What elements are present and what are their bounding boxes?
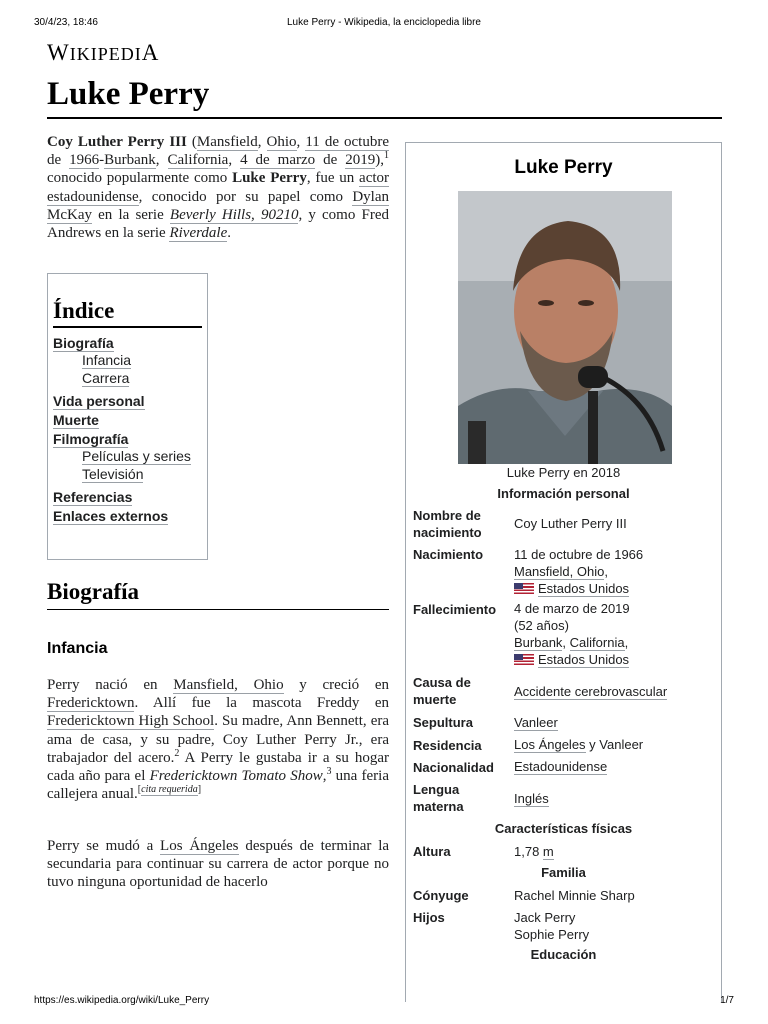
toc-label: Filmografía xyxy=(53,431,129,447)
lead-common-name: Luke Perry xyxy=(232,170,307,187)
text: de xyxy=(47,152,70,169)
text: . Allí fue la mascota Freddy en xyxy=(134,695,389,712)
link-california[interactable]: California xyxy=(167,152,229,169)
text: , xyxy=(322,768,327,785)
text: . Su madre, Ann Bennett, era ama de casa, y su padre, Coy Luther Perry Jr., era trabajador del acero. xyxy=(47,713,389,766)
label-fallecimiento: Fallecimiento xyxy=(413,602,497,617)
photo-caption: Luke Perry en 2018 xyxy=(506,465,621,480)
link-burbank[interactable]: Burbank xyxy=(514,635,563,650)
paragraph-infancia-1 xyxy=(47,676,389,803)
section-caracteristicas-fisicas: Características físicas xyxy=(494,821,633,836)
text: , conocido por su papel como xyxy=(138,188,353,205)
value-nacionalidad xyxy=(514,758,714,775)
toc-item-filmografia[interactable] xyxy=(53,431,202,447)
birth-place xyxy=(514,563,714,580)
link-beverly-hills[interactable]: Beverly Hills, 90210 xyxy=(169,206,299,223)
us-flag-icon xyxy=(514,583,534,594)
text: ), xyxy=(375,152,384,169)
link-dylan-mckay[interactable]: Dylan McKay xyxy=(47,188,389,223)
print-page-title: Luke Perry - Wikipedia, la enciclopedia libre xyxy=(287,17,481,28)
link-los-angeles[interactable]: Los Ángeles xyxy=(514,737,586,752)
toc-item-television[interactable] xyxy=(82,466,202,482)
label-causa: Causa de muerte xyxy=(413,675,471,707)
link-cita-requerida[interactable]: cita requerida xyxy=(141,784,198,796)
death-date: 4 de marzo de 2019 xyxy=(514,601,630,616)
death-age: (52 años) xyxy=(514,618,569,633)
link-accidente-cerebrovascular[interactable]: Accidente cerebrovascular xyxy=(514,684,668,699)
toc-label: Carrera xyxy=(82,370,130,386)
text: 1,78 xyxy=(514,844,543,859)
toc-label: Enlaces externos xyxy=(53,508,169,524)
toc-item-infancia[interactable] xyxy=(82,352,202,368)
toc-label: Películas y series xyxy=(82,448,191,464)
print-page-number: 1/7 xyxy=(720,995,734,1006)
link-actor[interactable]: actor xyxy=(359,170,390,187)
label-altura: Altura xyxy=(413,844,451,859)
toc-item-enlaces[interactable] xyxy=(53,508,202,524)
section-educacion: Educación xyxy=(530,947,597,962)
value-fallecimiento xyxy=(514,600,714,668)
print-date: 30/4/23, 18:46 xyxy=(34,17,98,28)
subsection-heading-infancia: Infancia xyxy=(47,640,108,657)
logo-letters: IKIPEDI xyxy=(69,44,142,64)
value-causa xyxy=(514,683,714,700)
text: ( xyxy=(191,134,197,150)
lead-name: Coy Luther Perry III xyxy=(47,134,187,150)
link-1966[interactable]: 1966 xyxy=(69,152,100,169)
label-nombre: Nombre de nacimiento xyxy=(413,508,482,540)
link-vanleer[interactable]: Vanleer xyxy=(514,715,558,730)
logo-letter-last: A xyxy=(141,40,160,65)
value-residencia xyxy=(514,736,714,753)
link-estadounidense[interactable]: Estadounidense xyxy=(514,759,608,774)
label-hijos: Hijos xyxy=(413,910,445,925)
value-sepultura xyxy=(514,714,714,731)
text: y creció en xyxy=(283,677,390,693)
text: , y como Fred Andrews en la serie xyxy=(47,206,389,242)
toc-label: Infancia xyxy=(82,352,132,368)
link-riverdale[interactable]: Riverdale xyxy=(169,225,228,242)
value-nombre: Coy Luther Perry III xyxy=(514,516,627,531)
toc-item-biografia[interactable] xyxy=(53,335,202,351)
toc-item-peliculas[interactable] xyxy=(82,448,202,464)
text: , xyxy=(155,152,168,169)
link-metro[interactable]: m xyxy=(542,844,554,859)
link-fredericktown-high-school[interactable]: Fredericktown High School xyxy=(47,713,215,730)
value-altura xyxy=(514,843,714,860)
text: , xyxy=(624,635,629,650)
text: Perry se mudó a xyxy=(47,838,161,854)
table-of-contents xyxy=(47,273,208,560)
link-estadounidense[interactable]: estadounidense xyxy=(47,188,139,205)
link-estados-unidos[interactable]: Estados Unidos xyxy=(538,652,630,667)
child-name: Sophie Perry xyxy=(514,927,590,942)
text: , fue un xyxy=(306,170,360,187)
text: después de terminar la secundaria para continuar su carrera de actor porque no tuvo ninguna oportunidad de hacerlo xyxy=(47,838,390,891)
link-ohio[interactable]: Ohio xyxy=(266,134,297,150)
text: , xyxy=(228,152,241,169)
text: una feria callejera anual. xyxy=(47,768,389,803)
link-death-date[interactable]: 4 de marzo xyxy=(240,152,316,169)
title-divider xyxy=(47,117,722,119)
link-birth-date[interactable]: 11 de octubre xyxy=(305,134,389,150)
link-2019[interactable]: 2019 xyxy=(345,152,376,169)
reference-2[interactable]: 2 xyxy=(174,747,180,759)
link-estados-unidos[interactable]: Estados Unidos xyxy=(538,581,630,596)
us-flag-icon xyxy=(514,654,534,665)
text: , xyxy=(296,134,306,150)
text: y Vanleer xyxy=(585,737,644,752)
label-conyuge: Cónyuge xyxy=(413,888,469,903)
label-nacimiento: Nacimiento xyxy=(413,547,484,562)
toc-label: Muerte xyxy=(53,412,99,428)
text: conocido popularmente como xyxy=(47,170,233,187)
label-sepultura: Sepultura xyxy=(413,715,473,730)
value-conyuge: Rachel Minnie Sharp xyxy=(514,888,635,903)
value-nacimiento xyxy=(514,546,714,597)
paragraph-infancia-2 xyxy=(47,837,389,892)
link-fredericktown[interactable]: Fredericktown xyxy=(47,695,135,712)
lead-paragraph xyxy=(47,133,389,242)
label-nacionalidad: Nacionalidad xyxy=(413,760,494,775)
reference-1[interactable]: 1 xyxy=(383,150,389,162)
value-hijos xyxy=(514,909,714,943)
print-url: https://es.wikipedia.org/wiki/Luke_Perry xyxy=(34,995,210,1006)
birth-country xyxy=(514,580,714,597)
tomato-show-title: Fredericktown Tomato Show xyxy=(149,768,323,785)
wikipedia-logo[interactable] xyxy=(47,40,159,66)
toc-label: Referencias xyxy=(53,489,133,505)
citation-needed xyxy=(138,784,201,796)
portrait-photo[interactable] xyxy=(458,191,672,464)
toc-label: Vida personal xyxy=(53,393,145,409)
reference-3[interactable]: 3 xyxy=(326,766,332,778)
text: Perry nació en xyxy=(47,677,174,693)
death-country xyxy=(514,651,714,668)
text: de xyxy=(315,152,346,169)
text: . xyxy=(227,225,231,242)
link-mansfield-ohio[interactable]: Mansfield, Ohio xyxy=(173,677,284,693)
value-lengua xyxy=(514,790,714,807)
death-place xyxy=(514,634,714,651)
section-informacion-personal: Información personal xyxy=(497,486,630,501)
toc-label: Televisión xyxy=(82,466,144,482)
link-los-angeles[interactable]: Los Ángeles xyxy=(160,838,239,854)
section-heading-biografia: Biografía xyxy=(47,579,139,604)
text: ] xyxy=(197,784,202,796)
portrait-illustration xyxy=(458,191,672,464)
infobox xyxy=(405,142,722,1002)
label-lengua: Lengua materna xyxy=(413,782,464,814)
text: [ xyxy=(137,784,142,796)
infobox-title: Luke Perry xyxy=(514,157,613,178)
link-burbank[interactable]: Burbank xyxy=(104,152,156,169)
link-mansfield[interactable]: Mansfield xyxy=(196,134,258,150)
toc-item-carrera[interactable] xyxy=(82,370,202,386)
toc-item-referencias[interactable] xyxy=(53,489,202,505)
toc-item-muerte[interactable] xyxy=(53,412,202,428)
text: , xyxy=(604,564,608,579)
toc-title: Índice xyxy=(53,298,202,328)
child-name: Jack Perry xyxy=(514,910,576,925)
birth-date: 11 de octubre de 1966 xyxy=(514,547,644,562)
link-ingles[interactable]: Inglés xyxy=(514,791,549,806)
link-mansfield-ohio[interactable]: Mansfield, Ohio xyxy=(514,564,605,579)
label-residencia: Residencia xyxy=(413,738,482,753)
page-title: Luke Perry xyxy=(47,76,210,112)
toc-item-vida-personal[interactable] xyxy=(53,393,202,409)
link-california[interactable]: California xyxy=(569,635,625,650)
section-divider xyxy=(47,609,389,610)
section-familia: Familia xyxy=(541,865,586,880)
text: - xyxy=(99,152,105,169)
toc-label: Biografía xyxy=(53,335,114,351)
text: A Perry le gustaba ir a su hogar cada año para el xyxy=(47,749,390,785)
logo-letter: W xyxy=(47,40,70,65)
text: , xyxy=(562,635,570,650)
text: , xyxy=(257,134,267,150)
text: en la serie xyxy=(92,206,170,223)
